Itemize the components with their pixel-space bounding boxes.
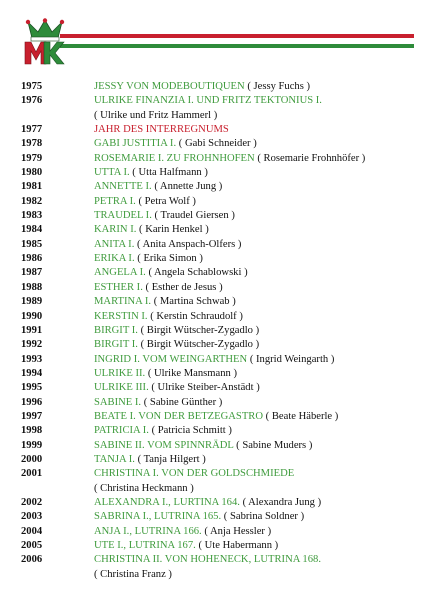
list-item <box>21 539 421 553</box>
year: 1976 <box>21 95 43 107</box>
header <box>0 0 437 80</box>
entry-text <box>94 453 421 467</box>
list-item <box>21 525 421 539</box>
title-name: ULRIKE FINANZIA I. UND FRITZ TEKTONIUS I. <box>94 95 322 107</box>
entry-text <box>94 310 421 324</box>
list-item <box>21 281 421 295</box>
year: 2001 <box>21 468 43 480</box>
year: 1995 <box>21 382 43 394</box>
title-name: CHRISTINA II. VON HOHENECK, LUTRINA 168. <box>94 554 321 566</box>
title-name: ERIKA I. <box>94 253 135 265</box>
year-list <box>21 80 421 582</box>
entry-text <box>94 410 421 424</box>
year: 2002 <box>21 496 43 508</box>
year: 1987 <box>21 267 43 279</box>
year: 1977 <box>21 124 43 136</box>
year: 1979 <box>21 152 43 164</box>
year: 1991 <box>21 324 43 336</box>
entry-text <box>94 281 421 295</box>
person-name: ( Erika Simon ) <box>137 253 203 265</box>
list-item <box>21 166 421 180</box>
year: 1984 <box>21 224 43 236</box>
entry-text <box>94 338 421 352</box>
entry-text <box>94 295 421 309</box>
title-name: ALEXANDRA I., LURTINA 164. <box>94 496 240 508</box>
year: 1992 <box>21 339 43 351</box>
title-name: ESTHER I. <box>94 281 143 293</box>
person-name: ( Jessy Fuchs ) <box>247 81 311 92</box>
title-name: KARIN I. <box>94 224 137 236</box>
entry-text <box>94 123 421 137</box>
title-name: ULRIKE II. <box>94 367 146 379</box>
list-item <box>21 295 421 309</box>
year: 2000 <box>21 453 43 465</box>
entry-text <box>94 367 421 381</box>
mvk-crest-icon <box>22 18 68 66</box>
entry-text <box>94 439 421 453</box>
entry-text <box>94 324 421 338</box>
list-item <box>21 453 421 467</box>
entry-text <box>94 94 421 123</box>
person-name: ( Rosemarie Frohnhöfer ) <box>257 152 366 164</box>
title-name: KERSTIN I. <box>94 310 148 322</box>
title-name: INGRID I. VOM WEINGARTHEN <box>94 353 248 365</box>
person-name: ( Birgit Wütscher-Zygadlo ) <box>140 324 260 336</box>
title-name: JESSY VON MODEBOUTIQUEN <box>94 81 245 92</box>
year: 1989 <box>21 296 43 308</box>
list-item <box>21 137 421 151</box>
list-item <box>21 353 421 367</box>
entry-text <box>94 381 421 395</box>
person-name: ( Birgit Wütscher-Zygadlo ) <box>140 339 260 351</box>
person-name: ( Christina Heckmann ) <box>94 482 194 494</box>
title-name: ROSEMARIE I. ZU FROHNHOFEN <box>94 152 255 164</box>
entry-text <box>94 209 421 223</box>
list-item <box>21 238 421 252</box>
entry-text <box>94 424 421 438</box>
title-name: ANITA I. <box>94 238 135 250</box>
year: 1982 <box>21 195 43 207</box>
entry-text <box>94 166 421 180</box>
list-item <box>21 396 421 410</box>
person-name: ( Kerstin Schraudolf ) <box>150 310 243 322</box>
entry-text <box>94 152 421 166</box>
person-name: ( Sabine Günther ) <box>143 396 223 408</box>
year: 1996 <box>21 396 43 408</box>
person-name: ( Petra Wolf ) <box>138 195 196 207</box>
year: 1981 <box>21 181 43 193</box>
list-item <box>21 410 421 424</box>
entry-text <box>94 553 421 582</box>
year: 1975 <box>21 81 43 92</box>
title-name: ANNETTE I. <box>94 181 152 193</box>
entry-text <box>94 80 421 94</box>
title-name: PETRA I. <box>94 195 136 207</box>
list-item <box>21 510 421 524</box>
person-name: ( Patricia Schmitt ) <box>151 425 232 437</box>
year: 2006 <box>21 554 43 566</box>
title-name: SABINE II. VOM SPINNRÄDL <box>94 439 234 451</box>
person-name: ( Sabine Muders ) <box>236 439 313 451</box>
year: 1980 <box>21 167 43 179</box>
title-name: UTTA I. <box>94 167 130 179</box>
person-name: ( Martina Schwab ) <box>153 296 236 308</box>
entry-text <box>94 180 421 194</box>
person-name: ( Ingrid Weingarth ) <box>249 353 335 365</box>
person-name: ( Gabi Schneider ) <box>178 138 257 150</box>
year: 1978 <box>21 138 43 150</box>
year: 1983 <box>21 210 43 222</box>
person-name: ( Alexandra Jung ) <box>242 496 322 508</box>
title-name: MARTINA I. <box>94 296 152 308</box>
list-item <box>21 252 421 266</box>
entry-text <box>94 252 421 266</box>
title-name: CHRISTINA I. VON DER GOLDSCHMIEDE <box>94 468 295 480</box>
person-name: ( Ulrike Mansmann ) <box>147 367 238 379</box>
list-item <box>21 324 421 338</box>
entry-text <box>94 510 421 524</box>
person-name: ( Beate Häberle ) <box>265 410 339 422</box>
year: 1990 <box>21 310 43 322</box>
list-item <box>21 266 421 280</box>
list-item <box>21 467 421 496</box>
list-item <box>21 338 421 352</box>
year: 1993 <box>21 353 43 365</box>
list-item <box>21 439 421 453</box>
year: 1999 <box>21 439 43 451</box>
entry-text <box>94 353 421 367</box>
list-item <box>21 152 421 166</box>
entry-text <box>94 539 421 553</box>
person-name: ( Sabrina Soldner ) <box>223 511 305 523</box>
entry-text <box>94 195 421 209</box>
person-name: ( Anita Anspach-Olfers ) <box>137 238 242 250</box>
title-name: UTE I., LUTRINA 167. <box>94 540 196 551</box>
title-name: TRAUDEL I. <box>94 210 152 222</box>
entry-text <box>94 238 421 252</box>
entry-text <box>94 396 421 410</box>
green-stripe <box>60 44 414 48</box>
title-name: TANJA I. <box>94 453 135 465</box>
list-item <box>21 367 421 381</box>
list-item <box>21 80 421 94</box>
person-name: ( Utta Halfmann ) <box>132 167 208 179</box>
year: 1988 <box>21 281 43 293</box>
title-name: BIRGIT I. <box>94 324 138 336</box>
year: 1998 <box>21 425 43 437</box>
year: 1986 <box>21 253 43 265</box>
person-name: ( Ulrike und Fritz Hammerl ) <box>94 109 218 121</box>
list-item <box>21 209 421 223</box>
entry-text <box>94 223 421 237</box>
list-item <box>21 223 421 237</box>
person-name: ( Traudel Giersen ) <box>154 210 235 222</box>
title-name: ULRIKE III. <box>94 382 149 394</box>
list-item <box>21 553 421 582</box>
entry-text <box>94 496 421 510</box>
year: 1985 <box>21 238 43 250</box>
list-item <box>21 180 421 194</box>
list-item <box>21 424 421 438</box>
year: 1997 <box>21 410 43 422</box>
entry-text <box>94 467 421 496</box>
person-name: ( Angela Schablowski ) <box>148 267 248 279</box>
year: 2004 <box>21 525 43 537</box>
entry-text <box>94 525 421 539</box>
title-name: BEATE I. VON DER BETZEGASTRO <box>94 410 264 422</box>
list-item <box>21 496 421 510</box>
title-name: ANGELA I. <box>94 267 146 279</box>
person-name: ( Annette Jung ) <box>154 181 223 193</box>
title-name: BIRGIT I. <box>94 339 138 351</box>
person-name: ( Ute Habermann ) <box>198 540 279 551</box>
list-item <box>21 310 421 324</box>
person-name: ( Anja Hessler ) <box>204 525 272 537</box>
list-item <box>21 381 421 395</box>
year: 2005 <box>21 540 43 551</box>
title-name: SABINE I. <box>94 396 142 408</box>
title-name: ANJA I., LUTRINA 166. <box>94 525 202 537</box>
title-name: GABI JUSTITIA I. <box>94 138 177 150</box>
entry-text <box>94 266 421 280</box>
person-name: ( Karin Henkel ) <box>139 224 209 236</box>
year: 1994 <box>21 367 43 379</box>
entry-text <box>94 137 421 151</box>
title-name: SABRINA I., LUTRINA 165. <box>94 511 222 523</box>
list-item <box>21 195 421 209</box>
list-item <box>21 94 421 123</box>
list-item <box>21 123 421 137</box>
person-name: ( Esther de Jesus ) <box>145 281 223 293</box>
person-name: ( Tanja Hilgert ) <box>137 453 206 465</box>
year: 2003 <box>21 511 43 523</box>
title-name: PATRICIA I. <box>94 425 149 437</box>
person-name: ( Ulrike Steiber-Anstädt ) <box>151 382 260 394</box>
person-name: ( Christina Franz ) <box>94 568 172 580</box>
title-name: JAHR DES INTERREGNUMS <box>94 124 229 136</box>
